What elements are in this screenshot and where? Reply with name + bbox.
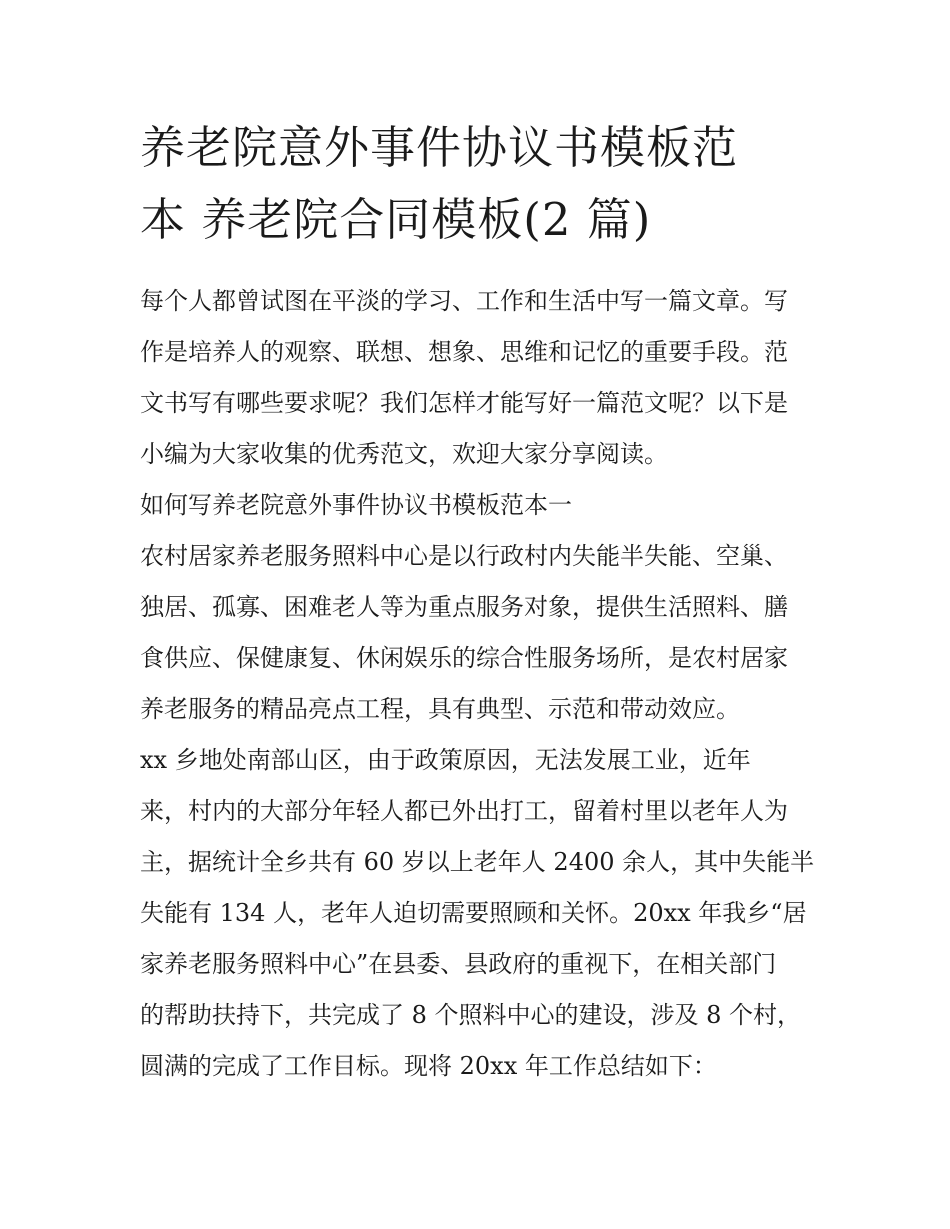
body-line: 每个人都曾试图在平淡的学习、工作和生活中写一篇文章。写	[140, 287, 788, 315]
body-line: 作是培养人的观察、联想、想象、思维和记忆的重要手段。范	[140, 338, 788, 366]
body-line: xx 乡地处南部山区，由于政策原因，无法发展工业，近年	[140, 746, 751, 774]
body-line: 的帮助扶持下，共完成了 8 个照料中心的建设，涉及 8 个村，	[140, 1001, 802, 1029]
body-line: 小编为大家收集的优秀范文，欢迎大家分享阅读。	[140, 440, 668, 468]
body-line: 农村居家养老服务照料中心是以行政村内失能半失能、空巢、	[140, 542, 788, 570]
title-line: 本 养老院合同模板(2 篇)	[140, 193, 652, 246]
body-line: 圆满的完成了工作目标。现将 20xx 年工作总结如下：	[140, 1052, 717, 1080]
body-line: 养老服务的精品亮点工程，具有典型、示范和带动效应。	[140, 695, 740, 723]
document-title	[140, 112, 816, 256]
body-line: 文书写有哪些要求呢？我们怎样才能写好一篇范文呢？以下是	[140, 389, 788, 417]
section-heading: 如何写养老院意外事件协议书模板范本一	[140, 491, 572, 519]
document-body	[140, 276, 816, 1092]
body-line: 食供应、保健康复、休闲娱乐的综合性服务场所，是农村居家	[140, 644, 788, 672]
document-page	[140, 112, 816, 1092]
body-line: 失能有 134 人，老年人迫切需要照顾和关怀。20xx 年我乡“居	[140, 899, 807, 927]
title-line: 养老院意外事件协议书模板范	[140, 121, 739, 174]
body-line: 主，据统计全乡共有 60 岁以上老年人 2400 余人，其中失能半	[140, 848, 815, 876]
body-line: 家养老服务照料中心”在县委、县政府的重视下，在相关部门	[140, 950, 777, 978]
body-line: 独居、孤寡、困难老人等为重点服务对象，提供生活照料、膳	[140, 593, 788, 621]
body-line: 来，村内的大部分年轻人都已外出打工，留着村里以老年人为	[140, 797, 788, 825]
